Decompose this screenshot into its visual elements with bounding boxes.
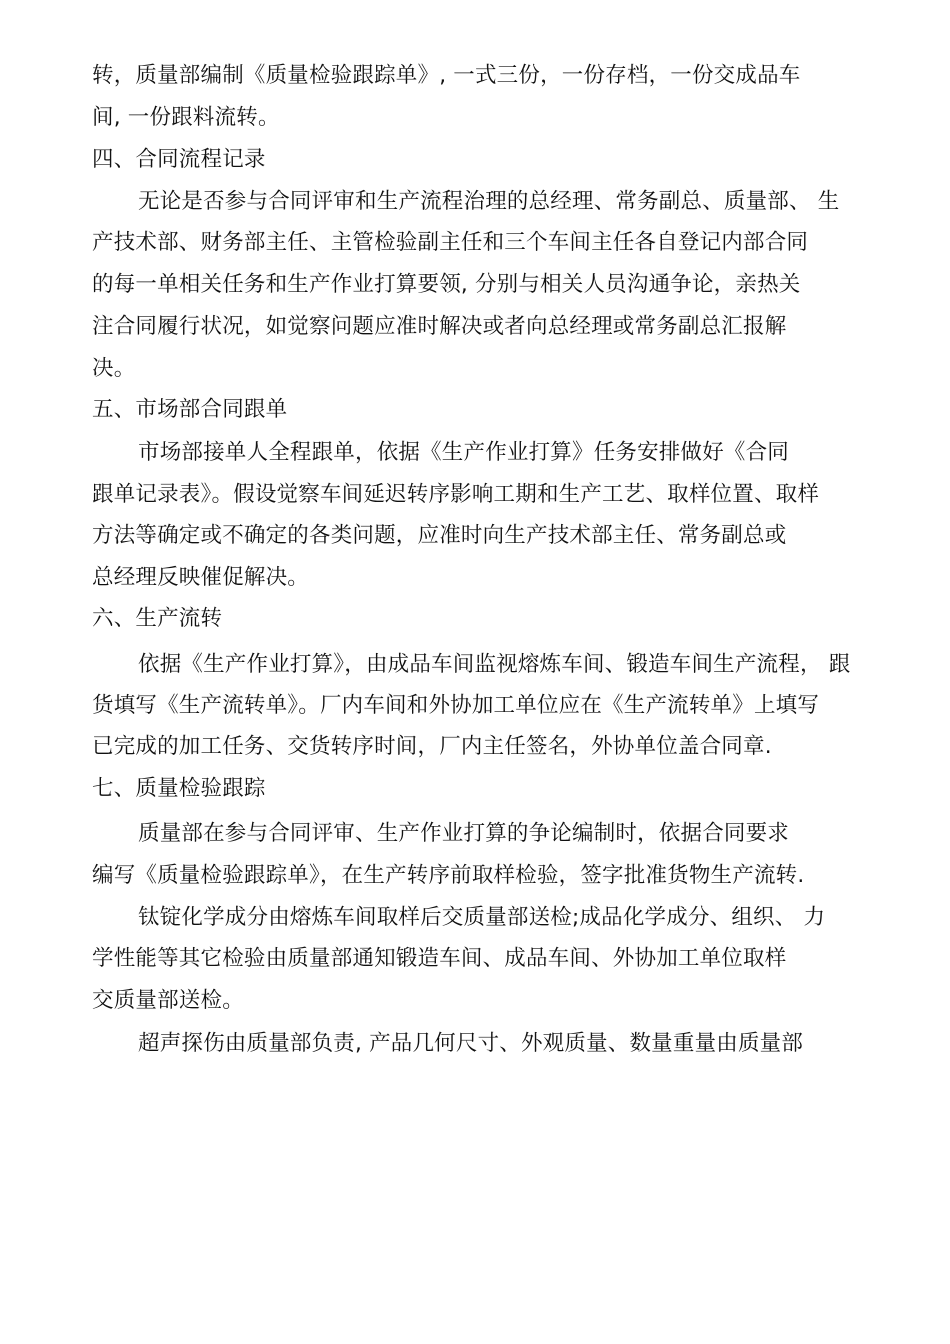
paragraph-line: 已完成的加工任务、交货转序时间，厂内主任签名，外协单位盖合同章. (92, 734, 772, 759)
section-heading: 六、生产流转 (92, 606, 223, 631)
paragraph-line: 跟单记录表》。假设觉察车间延迟转序影响工期和生产工艺、取样位置、取样 (92, 482, 820, 507)
paragraph-line: 交质量部送检。 (92, 988, 244, 1013)
section-heading: 七、质量检验跟踪 (92, 776, 266, 801)
paragraph-line: 总经理反映催促解决。 (92, 565, 310, 590)
paragraph-line: 钛锭化学成分由熔炼车间取样后交质量部送检;成品化学成分、组织、 力 (138, 905, 826, 930)
section-heading: 五、市场部合同跟单 (92, 397, 288, 422)
section-heading: 四、合同流程记录 (92, 147, 266, 172)
paragraph-line: 市场部接单人全程跟单，依据《生产作业打算》任务安排做好《合同 (138, 440, 790, 465)
paragraph-line: 质量部在参与合同评审、生产作业打算的争论编制时，依据合同要求 (138, 821, 790, 846)
paragraph-line: 方法等确定或不确定的各类问题，应准时向生产技术部主任、常务副总或 (92, 523, 787, 548)
paragraph-line: 注合同履行状况，如觉察问题应准时解决或者向总经理或常务副总汇报解 (92, 314, 787, 339)
paragraph-line: 编写《质量检验跟踪单》，在生产转序前取样检验，签字批准货物生产流转. (92, 863, 805, 888)
paragraph-line: 货填写《生产流转单》。厂内车间和外协加工单位应在《生产流转单》上填写 (92, 693, 820, 718)
paragraph-line: 产技术部、财务部主任、主管检验副主任和三个车间主任各自登记内部合同 (92, 230, 809, 255)
paragraph-line: 学性能等其它检验由质量部通知锻造车间、成品车间、外协加工单位取样 (92, 946, 787, 971)
paragraph-line: 转，质量部编制《质量检验跟踪单》, 一式三份，一份存档，一份交成品车 (92, 63, 801, 88)
paragraph-line: 间, 一份跟料流转。 (92, 105, 280, 130)
paragraph-line: 无论是否参与合同评审和生产流程治理的总经理、常务副总、质量部、 生 (138, 189, 840, 214)
paragraph-line: 超声探伤由质量部负责, 产品几何尺寸、外观质量、数量重量由质量部 (138, 1031, 804, 1056)
paragraph-line: 依据《生产作业打算》，由成品车间监视熔炼车间、锻造车间生产流程， 跟 (138, 652, 851, 677)
paragraph-line: 的每一单相关任务和生产作业打算要领, 分别与相关人员沟通争论，亲热关 (92, 272, 801, 297)
paragraph-line: 决。 (92, 356, 136, 381)
